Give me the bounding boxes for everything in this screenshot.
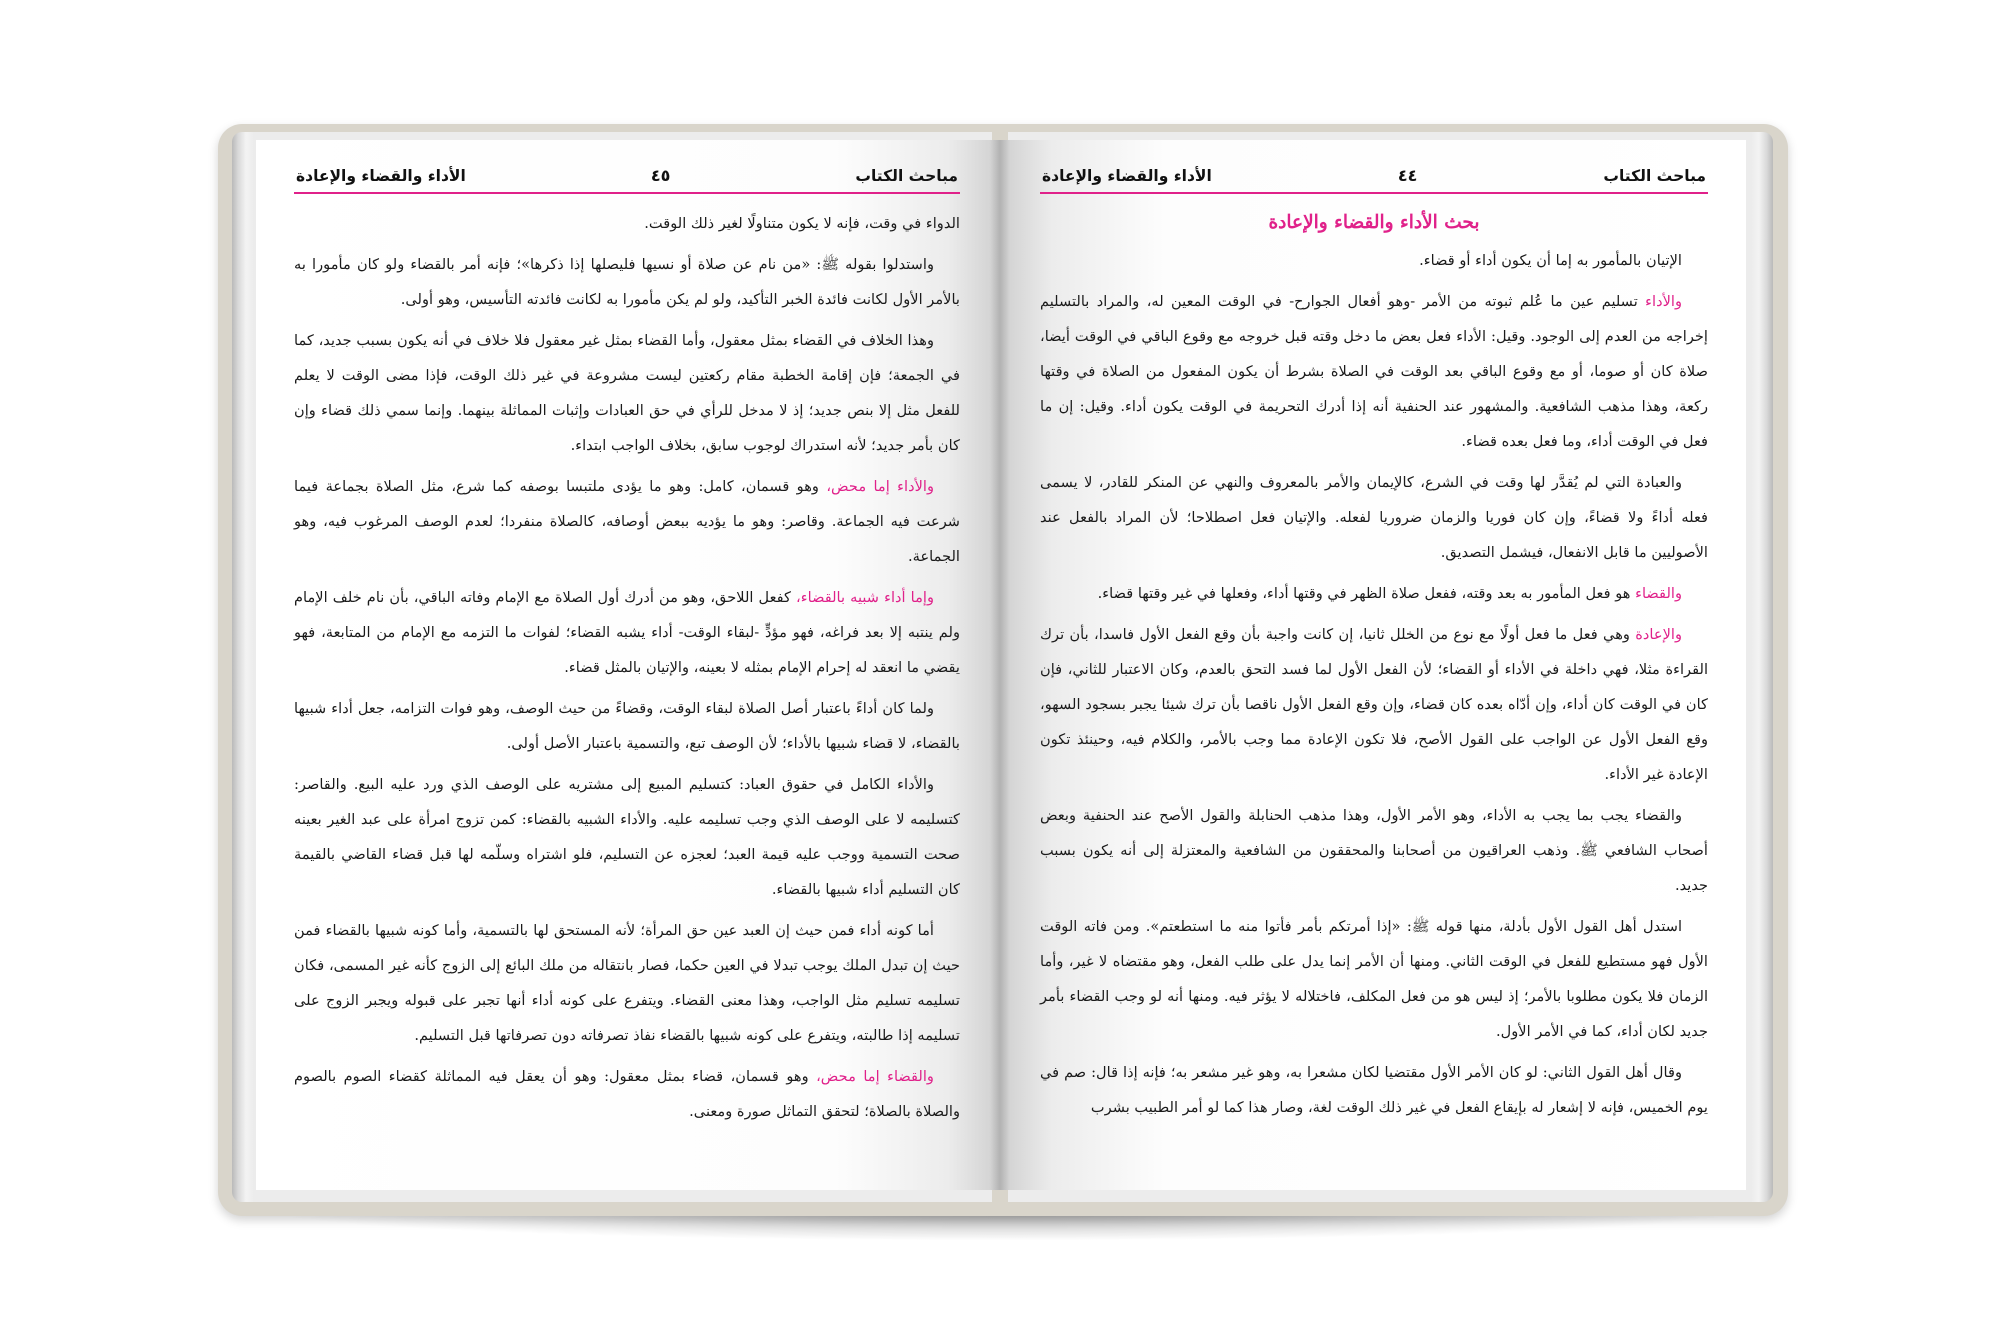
paragraph: وقال أهل القول الثاني: لو كان الأمر الأول مقتضيا لكان مشعرا به، وهو غير مشعر به؛ فإنه إذا قال: صم في يوم الخميس، فإنه لا إشعار له بإيقاع الفعل في غير ذلك الوقت لغة، وصار هذا كما لو أمر الطبيب بشرب [1040, 1064, 1708, 1116]
header-book-title: مباحث الكتاب [1603, 167, 1706, 185]
paragraph: والقضاء يجب بما يجب به الأداء، وهو الأمر الأول، وهذا مذهب الحنابلة والقول الأصح عند الحنفية وبعض أصحاب الشافعي ﷺ. وذهب العراقيون من أصحابنا والمحققون من الشافعية والمعتزلة إلى أنه يكون بسبب جديد. [1040, 807, 1708, 894]
highlighted-term: والقضاء إما محض، [816, 1068, 934, 1085]
page-body [294, 206, 960, 1129]
page-header [294, 166, 960, 194]
highlighted-term: والأداء إما محض، [826, 478, 934, 495]
section-title: بحث الأداء والقضاء والإعادة [1268, 212, 1480, 233]
paragraph: ولما كان أداءً باعتبار أصل الصلاة لبقاء الوقت، وقضاءً من حيث الوصف، وهو فوات التزامه، جعل أداء شبيها بالقضاء، لا قضاء شبيها بالأداء؛ لأن الوصف تبع، والتسمية باعتبار الأصل أولى. [294, 700, 960, 752]
paragraph: واستدلوا بقوله ﷺ: «من نام عن صلاة أو نسيها فليصلها إذا ذكرها»؛ فإنه أمر بالقضاء ولو كان مأمورا به بالأمر الأول لكانت فائدة الخبر التأكيد، ولو لم يكن مأمورا به لكانت فائدته التأسيس، وهو أولى. [294, 256, 960, 308]
left-page [256, 140, 1000, 1190]
header-topic: الأداء والقضاء والإعادة [296, 167, 466, 185]
highlighted-term: والإعادة [1635, 626, 1683, 643]
paragraph: والعبادة التي لم يُقدَّر لها وقت في الشرع، كالإيمان والأمر بالمعروف والنهي عن المنكر للقادر، لا يسمى فعله أداءً ولا قضاءً، وإن كان فوريا والزمان ضروريا لفعله. والإتيان فعل اصطلاحا؛ لأن المراد بالفعل عند الأصوليين ما قابل الانفعال، فيشمل التصديق. [1040, 474, 1708, 561]
header-topic: الأداء والقضاء والإعادة [1042, 167, 1212, 185]
right-page [1000, 140, 1746, 1190]
highlighted-term: وإما أداء شبيه بالقضاء، [796, 589, 934, 606]
paragraph: وإما أداء شبيه بالقضاء، كفعل اللاحق، وهو من أدرك أول الصلاة مع الإمام وفاته الباقي، بأن نام خلف الإمام ولم ينتبه إلا بعد فراغه، فهو مؤدٍّ -لبقاء الوقت- أداء يشبه القضاء؛ لفوات ما التزمه مع الإمام من المتابعة، فهو يقضي ما انعقد له إحرام الإمام بمثله لا بعينه، والإتيان بالمثل قضاء. [294, 589, 960, 676]
book-gutter [990, 140, 1010, 1190]
header-book-title: مباحث الكتاب [855, 167, 958, 185]
page-header [1040, 166, 1708, 194]
paragraph: والأداء الكامل في حقوق العباد: كتسليم المبيع إلى مشتريه على الوصف الذي ورد عليه البيع. والقاصر: كتسليمه لا على الوصف الذي وجب تسليمه عليه. والأداء الشبيه بالقضاء: كمن تزوج امرأة على عبد الغير بعينه صحت التسمية ووجب عليه قيمة العبد؛ لعجزه عن التسليم، فلو اشتراه وسلّمه لها قبل قضاء القاضي بالقيمة كان التسليم أداء شبيها بالقضاء. [294, 776, 960, 898]
paragraph: والإعادة وهي فعل ما فعل أولًا مع نوع من الخلل ثانيا، إن كانت واجبة بأن وقع الفعل الأول فاسدا، بأن ترك القراءة مثلا، فهي داخلة في الأداء أو القضاء؛ لأن الفعل الأول لما فسد التحق بالعدم، وكان الاعتبار للثاني، فإن كان في الوقت كان أداء، وإن أدّاه بعده كان قضاء، وإن وقع الفعل الأول ناقصا بأن ترك شيئا يجبر بسجود السهو، وقع الفعل الأول عن الواجب على القول الأصح، فلا تكون الإعادة مما وجب بالأمر، والكلام فيه، وحينئذ تكون الإعادة غير الأداء. [1040, 626, 1708, 783]
paragraph: استدل أهل القول الأول بأدلة، منها قوله ﷺ: «إذا أمرتكم بأمر فأتوا منه ما استطعتم». ومن فاته الوقت الأول فهو مستطيع للفعل في الوقت الثاني. ومنها أن الأمر إنما يدل على طلب الفعل، وهو مقتضاه لا غير، وأما الزمان فلا يكون مطلوبا بالأمر؛ إذ ليس هو من فعل المكلف، فاختلاله لا يؤثر فيه. ومنها أنه لو وجب القضاء بأمر جديد لكان أداء، كما في الأمر الأول. [1040, 918, 1708, 1040]
paragraph: والقضاء هو فعل المأمور به بعد وقته، ففعل صلاة الظهر في وقتها أداء، وفعلها في غير وقتها قضاء. [1097, 585, 1682, 602]
page-number: ٤٥ [650, 166, 671, 185]
paragraph: وهذا الخلاف في القضاء بمثل معقول، وأما القضاء بمثل غير معقول فلا خلاف في أنه يكون بسبب جديد، كما في الجمعة؛ فإن إقامة الخطبة مقام ركعتين ليست مشروعة في غير ذلك الوقت، فإذا مضى الوقت لا يعلم للفعل مثل إلا بنص جديد؛ إذ لا مدخل للرأي في حق العبادات وإثبات المماثلة بينهما. وإنما سمي ذلك قضاء وإن كان بأمر جديد؛ لأنه استدراك لوجوب سابق، بخلاف الواجب ابتداء. [294, 332, 960, 454]
page-number: ٤٤ [1397, 166, 1418, 185]
paragraph: الإتيان بالمأمور به إما أن يكون أداء أو قضاء. [1419, 252, 1682, 269]
highlighted-term: والأداء [1645, 293, 1682, 310]
paragraph: الدواء في وقت، فإنه لا يكون متناولًا لغير ذلك الوقت. [644, 215, 960, 232]
paragraph: والقضاء إما محض، وهو قسمان، قضاء بمثل معقول: وهو أن يعقل فيه المماثلة كقضاء الصوم بالصوم والصلاة بالصلاة؛ لتحقق التماثل صورة ومعنى. [294, 1068, 960, 1120]
paragraph: والأداء تسليم عين ما عُلم ثبوته من الأمر -وهو أفعال الجوارح- في الوقت المعين له، والمراد بالتسليم إخراجه من العدم إلى الوجود. وقيل: الأداء فعل بعض ما دخل وقته قبل خروجه مع وقوع الباقي في الوقت أيضا، صلاة كان أو صوما، أو مع وقوع الباقي بعد الوقت في الصلاة بشرط أن يكون المفعول من الصلاة في وقتها ركعة، وهذا مذهب الشافعية. والمشهور عند الحنفية أنه إذا أدرك التحريمة في الوقت يكون أداء. وقيل: إن ما فعل في الوقت أداء، وما فعل بعده قضاء. [1040, 293, 1708, 450]
paragraph: والأداء إما محض، وهو قسمان، كامل: وهو ما يؤدى ملتبسا بوصفه كما شرع، مثل الصلاة بجماعة فيما شرعت فيه الجماعة. وقاصر: وهو ما يؤديه ببعض أوصافه، كالصلاة منفردا؛ لعدم الوصف المرغوب فيه، وهو الجماعة. [294, 478, 960, 565]
paragraph: أما كونه أداء فمن حيث إن العبد عين حق المرأة؛ لأنه المستحق لها بالتسمية، وأما كونه شبيها بالقضاء فمن حيث إن تبدل الملك يوجب تبدلا في العين حكما، فصار بانتقاله من ملك البائع إلى الزوج كأنه غير المسمى، فكان تسليمه تسليم مثل الواجب، وهذا معنى القضاء. ويتفرع على كونه أداء أنها تجبر على قبوله ويجبر الزوج على تسليمه إذا طالبته، ويتفرع على كونه شبيها بالقضاء نفاذ تصرفاته دون تصرفاتها قبل التسليم. [294, 922, 960, 1044]
page-body [1040, 243, 1708, 1125]
highlighted-term: والقضاء [1635, 585, 1682, 602]
